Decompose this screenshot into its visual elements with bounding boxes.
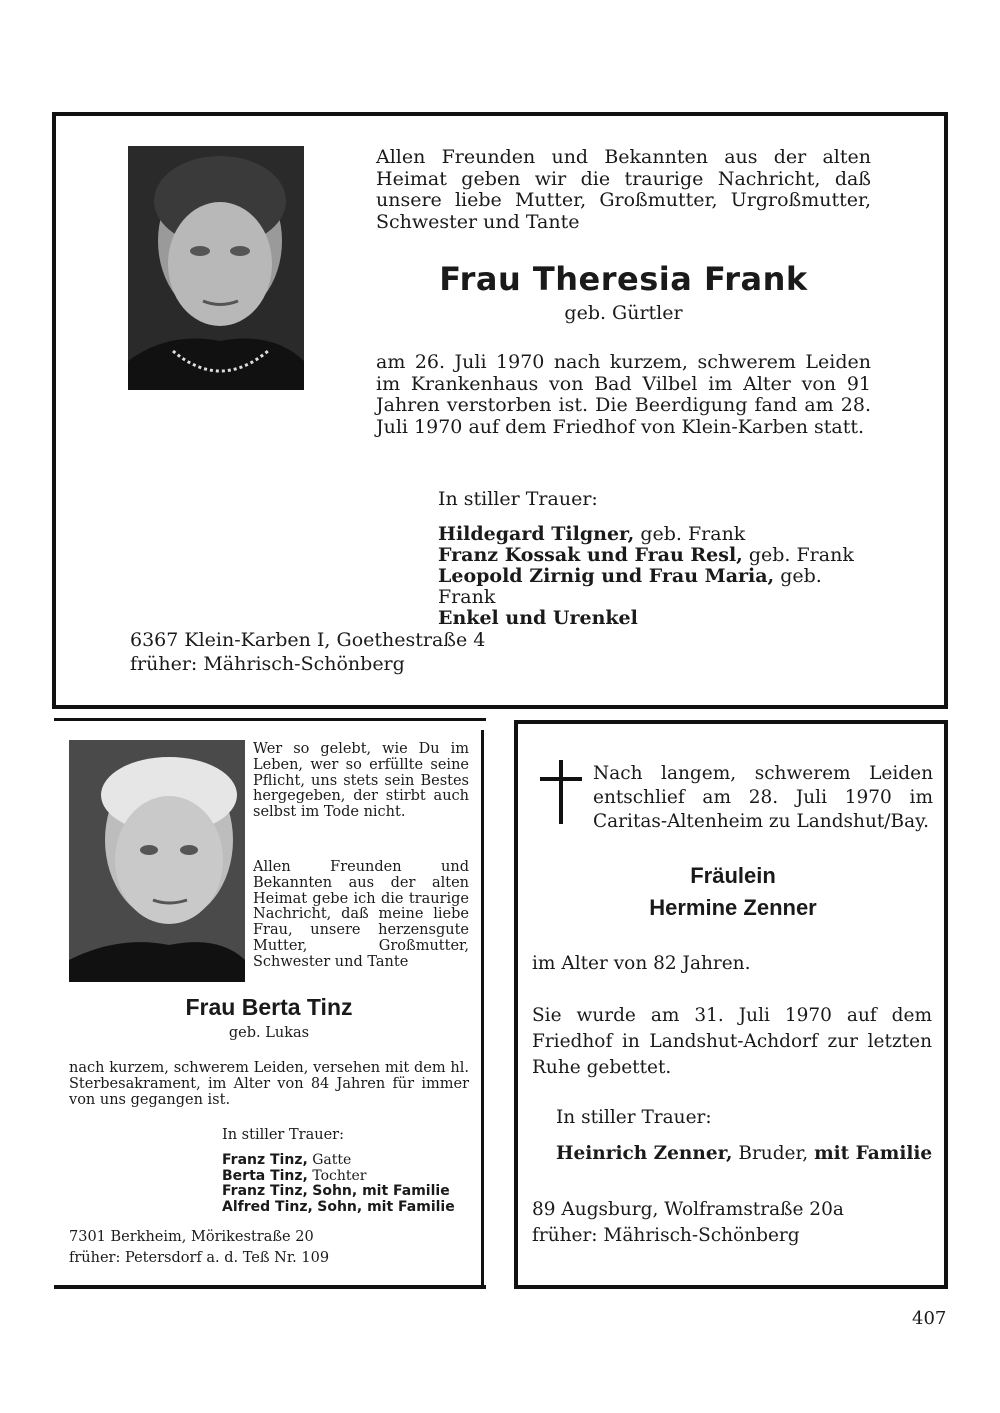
tinz-intro: Allen Freunden und Bekannten aus der alten Heimat gebe ich die traurige Nachricht, daß meine liebe Frau, unsere herzensgute Mutter, Großmutter, Schwester und Tante (253, 859, 469, 970)
tinz-address (69, 1227, 329, 1269)
mourner-row: Franz Tinz, Sohn, mit Familie (222, 1183, 450, 1199)
zenner-title: Fräulein (690, 863, 776, 888)
zenner-name: Hermine Zenner (649, 895, 817, 920)
frank-address (130, 628, 485, 676)
frank-intro: Allen Freunden und Bekannten aus der alten Heimat geben wir die traurige Nachricht, daß unsere liebe Mutter, Großmutter, Urgroßmutter, Schwester und Tante (376, 146, 871, 233)
mourner-row: Franz Kossak und Frau Resl, geb. Frank (438, 544, 854, 566)
zenner-body: Sie wurde am 31. Juli 1970 auf dem Friedhof in Landshut-Achdorf zur letzten Ruhe gebettet. (532, 1005, 932, 1078)
mourner-relation: Bruder, (738, 1143, 809, 1164)
page-number: 407 (912, 1308, 947, 1329)
portrait-berta-tinz (69, 740, 245, 982)
portrait-theresia-frank (128, 146, 304, 390)
mourner-row: Enkel und Urenkel (438, 607, 638, 629)
frank-mourning-header: In stiller Trauer: (438, 488, 598, 510)
mourner-family: mit Familie (814, 1143, 933, 1164)
tinz-name: Frau Berta Tinz (185, 994, 353, 1020)
zenner-mourner (556, 1143, 936, 1164)
tinz-mourning-header: In stiller Trauer: (222, 1127, 344, 1143)
address-line: früher: Mährisch-Schönberg (130, 653, 405, 675)
zenner-address (532, 1197, 844, 1249)
tinz-right-rule (481, 730, 484, 1285)
tinz-top-rule (54, 718, 486, 721)
mourner-row: Leopold Zirnig und Frau Maria, geb. Frank (438, 565, 822, 608)
address-line: früher: Petersdorf a. d. Teß Nr. 109 (69, 1250, 330, 1266)
frank-mourners (438, 524, 878, 629)
mourner-row: Hildegard Tilgner, geb. Frank (438, 523, 746, 545)
frank-body: am 26. Juli 1970 nach kurzem, schwerem Leiden im Krankenhaus von Bad Vilbel im Alter von 91 Jahren verstorben ist. Die Beerdigung fand am 28. Juli 1970 auf dem Friedhof von Klein-Karben statt. (376, 351, 871, 438)
zenner-mourning-header: In stiller Trauer: (556, 1107, 712, 1128)
tinz-body: nach kurzem, schwerem Leiden, versehen mit dem hl. Sterbesakrament, im Alter von 84 Jahren für immer von uns gegangen ist. (69, 1060, 469, 1108)
address-line: früher: Mährisch-Schönberg (532, 1225, 800, 1246)
tinz-bottom-rule (54, 1285, 486, 1289)
frank-name: Frau Theresia Frank (439, 260, 808, 298)
tinz-mourners (222, 1153, 472, 1215)
address-line: 6367 Klein-Karben I, Goethestraße 4 (130, 629, 486, 651)
address-line: 89 Augsburg, Wolframstraße 20a (532, 1199, 844, 1220)
zenner-age: im Alter von 82 Jahren. (532, 953, 751, 974)
portrait-image (69, 740, 245, 982)
cross-icon (540, 760, 582, 824)
zenner-intro: Nach langem, schwerem Leiden entschlief am 28. Juli 1970 im Caritas-Altenheim zu Landshut/Bay. (593, 763, 933, 832)
mourner-row: Franz Tinz, Gatte (222, 1152, 352, 1168)
tinz-poem: Wer so gelebt, wie Du im Leben, wer so erfüllte seine Pflicht, uns stets sein Bestes hergegeben, der stirbt auch selbst im Tode nicht. (253, 741, 469, 821)
mourner-name: Heinrich Zenner, (556, 1143, 733, 1164)
tinz-birth-name: geb. Lukas (228, 1025, 310, 1041)
mourner-row: Alfred Tinz, Sohn, mit Familie (222, 1198, 455, 1215)
portrait-image (128, 146, 304, 390)
address-line: 7301 Berkheim, Mörikestraße 20 (69, 1229, 314, 1245)
frank-birth-name: geb. Gürtler (564, 302, 683, 324)
mourner-row: Berta Tinz, Tochter (222, 1167, 367, 1184)
